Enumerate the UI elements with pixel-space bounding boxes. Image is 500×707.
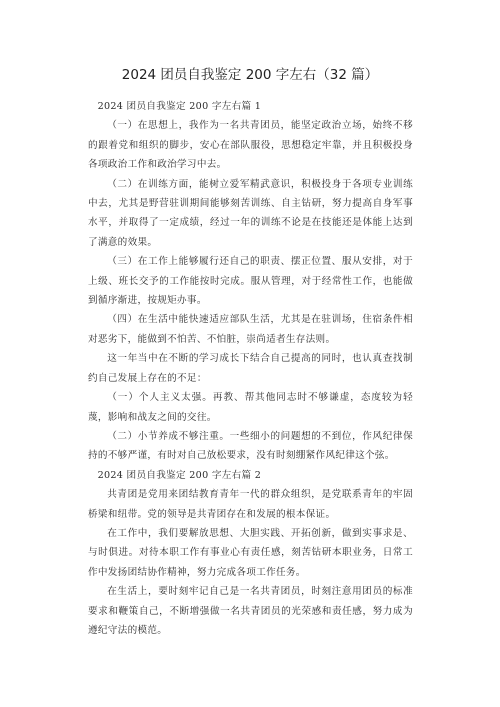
section-heading-1: 2024 团员自我鉴定 200 字左右篇 1 [97,101,262,112]
paragraph: （一）在思想上，我作为一名共青团员，能坚定政治立场，始终不移的跟着党和组织的脚步，安心在部队服役，思想稳定牢靠，并且积极投身各项政治工作和政治学习中去。 [88,120,413,171]
section-heading-2: 2024 团员自我鉴定 200 字左右篇 2 [97,469,262,481]
paragraph: （四）在生活中能快速适应部队生活，尤其是在驻训场，住宿条件相对恶劣下，能做到不怕苦、不怕脏，崇尚适者生存法则。 [88,314,413,345]
document-body [88,97,413,640]
paragraph: （二）小节养成不够注重。一些细小的问题想的不到位，作风纪律保持的不够严谨，有时对自己放松要求，没有时刻绷紧作风纪律这个弦。 [88,430,413,462]
paragraph: 共青团是党用来团结教育青年一代的群众组织，是党联系青年的牢固桥梁和纽带。党的领导是共青团存在和发展的根本保证。 [88,489,413,520]
document-title: 2024 团员自我鉴定 200 字左右（32 篇） [121,67,379,83]
paragraph: （一）个人主义太强。再教、帮其他同志时不够谦虚，态度较为轻蔑，影响和战友之间的交往。 [88,392,413,423]
paragraph: 在生活上，要时刻牢记自己是一名共青团员，时刻注意用团员的标准要求和鞭策自己，不断增强做一名共青团员的光荣感和责任感，努力成为遵纪守法的模范。 [88,586,413,636]
paragraph: 这一年当中在不断的学习成长下结合自己提高的同时，也认真查找制约自己发展上存在的不足： [88,353,413,384]
paragraph: 在工作中，我们要解放思想、大胆实践、开拓创新，做到实事求是、与时俱进。对待本职工作有事业心有责任感，刻苦钻研本职业务，日常工作中发扬团结协作精神，努力完成各项工作任务。 [88,527,413,578]
paragraph: （二）在训练方面，能树立爱军精武意识，积极投身于各项专业训练中去，尤其是野营驻训期间能够刻苦训练、自主钻研，努力提高自身军事水平，并取得了一定成绩，经过一年的训练不论是在技能还是体能上达到了满意的效果。 [88,178,413,248]
paragraph: （三）在工作上能够履行还自己的职责、摆正位置、服从安排，对于上级、班长交予的工作能按时完成。服从管理，对于经常性工作，也能做到循序渐进，按规矩办事。 [88,256,413,307]
